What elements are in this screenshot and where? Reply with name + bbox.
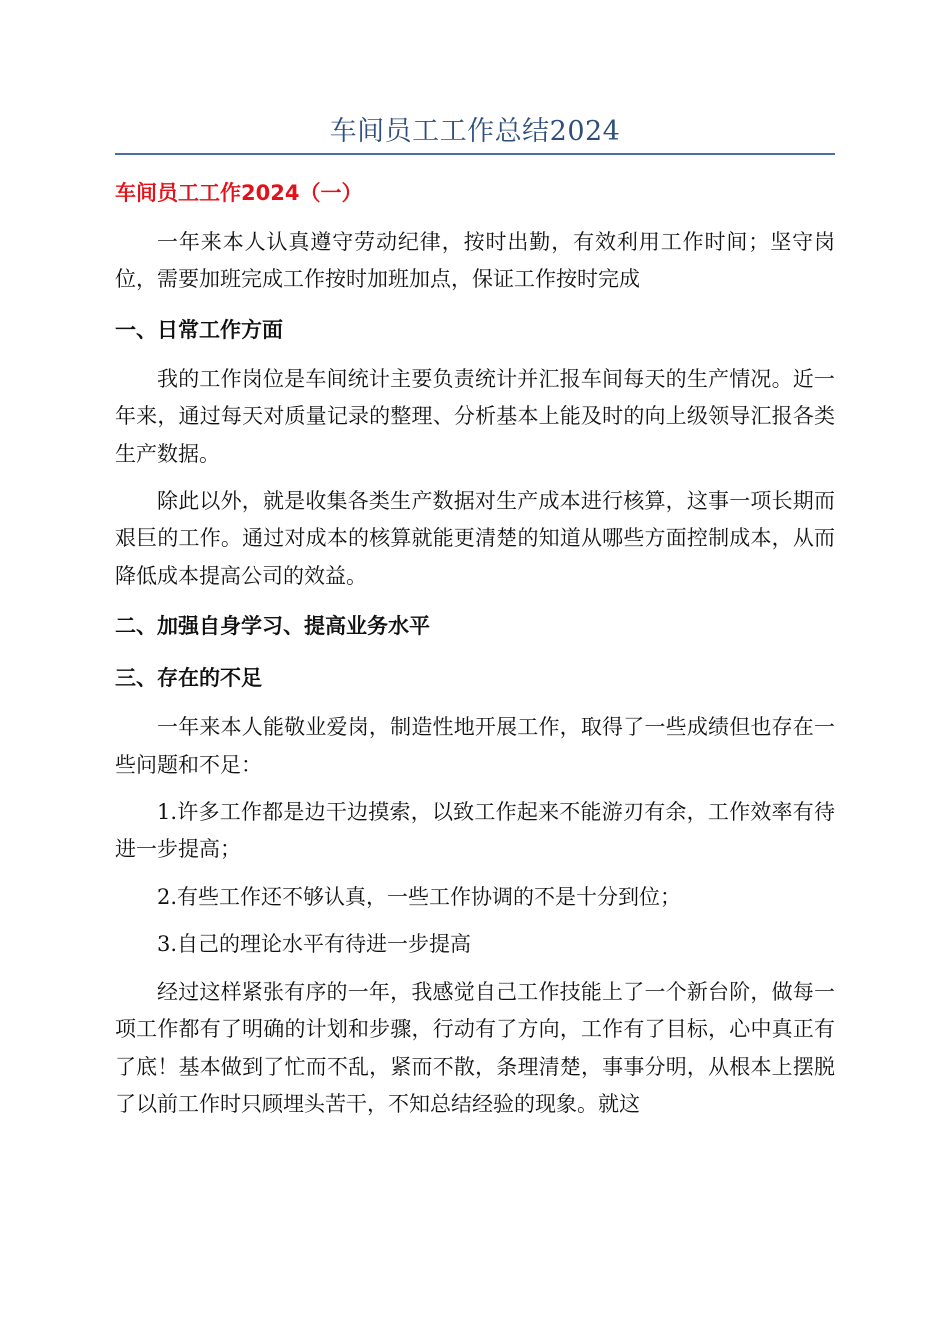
section-heading: 三、存在的不足 (115, 666, 262, 691)
section-subtitle: 车间员工工作2024（一） (115, 181, 363, 205)
paragraph: 一年来本人认真遵守劳动纪律，按时出勤，有效利用工作时间；坚守岗位，需要加班完成工作按时加班加点，保证工作按时完成 (115, 230, 835, 292)
document-body (115, 172, 835, 1133)
list-item: 2.有些工作还不够认真，一些工作协调的不是十分到位； (157, 884, 682, 909)
document-title: 车间员工工作总结2024 (329, 116, 621, 147)
title-divider (115, 153, 835, 155)
section-heading: 一、日常工作方面 (115, 317, 283, 342)
paragraph: 我的工作岗位是车间统计主要负责统计并汇报车间每天的生产情况。近一年来，通过每天对质量记录的整理、分析基本上能及时的向上级领导汇报各类生产数据。 (115, 366, 835, 466)
paragraph: 除此以外，就是收集各类生产数据对生产成本进行核算，这事一项长期而艰巨的工作。通过对成本的核算就能更清楚的知道从哪些方面控制成本，从而降低成本提高公司的效益。 (115, 489, 835, 588)
list-item: 3.自己的理论水平有待进一步提高 (157, 932, 472, 957)
paragraph: 一年来本人能敬业爱岗，制造性地开展工作，取得了一些成绩但也存在一些问题和不足： (115, 715, 835, 777)
paragraph: 经过这样紧张有序的一年，我感觉自己工作技能上了一个新台阶，做每一项工作都有了明确的计划和步骤，行动有了方向，工作有了目标，心中真正有了底！基本做到了忙而不乱，紧而不散，条理清楚，事事分明，从根本上摆脱了以前工作时只顾埋头苦干，不知总结经验的现象。就这 (115, 979, 835, 1116)
list-item: 1.许多工作都是边干边摸索，以致工作起来不能游刃有余，工作效率有待进一步提高； (115, 800, 835, 862)
section-heading: 二、加强自身学习、提高业务水平 (115, 614, 430, 639)
